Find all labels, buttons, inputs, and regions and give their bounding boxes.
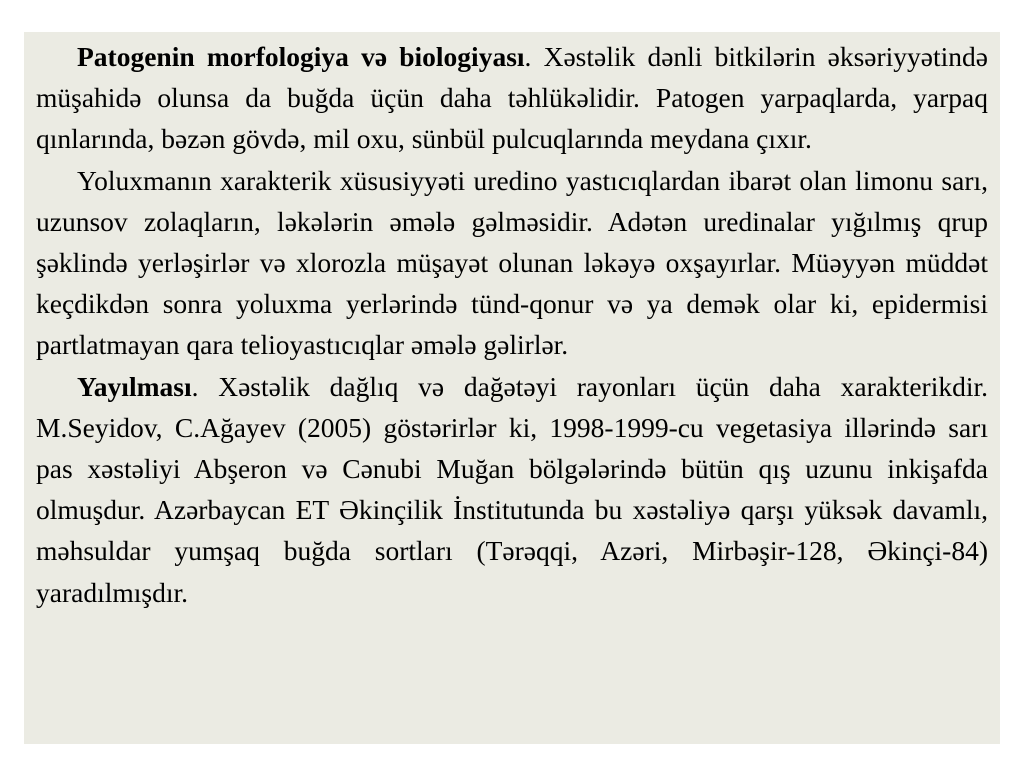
paragraph-morphology (36, 36, 988, 160)
paragraph-body-distribution: . Xəstəlik dağlıq və dağətəyi rayonları üçün daha xarakterikdir. M.Seyidov, C.Ağayev (2005) göstərirlər ki, 1998-1999-cu vegetasiya illərində sarı pas xəstəliyi Abşeron və Cənubi Muğan bölgələrində bütün qış uzunu inkişafda olmuşdur. Azərbaycan ET Əkinçilik İnstitutunda bu xəstəliyə qarşı yüksək davamlı, məhsuldar yumşaq buğda sortları (Tərəqqi, Azəri, Mirbəşir-128, Əkinçi-84) yaradılmışdır. (36, 370, 988, 608)
slide-text-panel (24, 32, 1000, 744)
paragraph-distribution (36, 366, 988, 613)
paragraph-body-symptoms: Yoluxmanın xarakterik xüsusiyyəti uredino yastıcıqlardan ibarət olan limonu sarı, uzunsov zolaqların, ləkələrin əmələ gəlməsidir. Adətən uredinalar yığılmış qrup şəklində yerləşirlər və xlorozla müşayət olunan ləkəyə oxşayırlar. Müəyyən müddət keçdikdən sonra yoluxma yerlərində tünd-qonur və ya demək olar ki, epidermisi partlatmayan qara telioyastıcıqlar əmələ gəlirlər. (36, 164, 988, 361)
paragraph-body-morphology: . Xəstəlik dənli bitkilərin əksəriyyətində müşahidə olunsa da buğda üçün daha təhlükəlidir. Patogen yarpaqlarda, yarpaq qınlarında, bəzən gövdə, mil oxu, sünbül pulcuqlarında meydana çıxır. (36, 41, 988, 155)
paragraph-symptoms (36, 160, 988, 366)
paragraph-heading-morphology: Patogenin morfologiya və biologiyası (77, 41, 525, 72)
paragraph-heading-distribution: Yayılması (77, 370, 192, 402)
